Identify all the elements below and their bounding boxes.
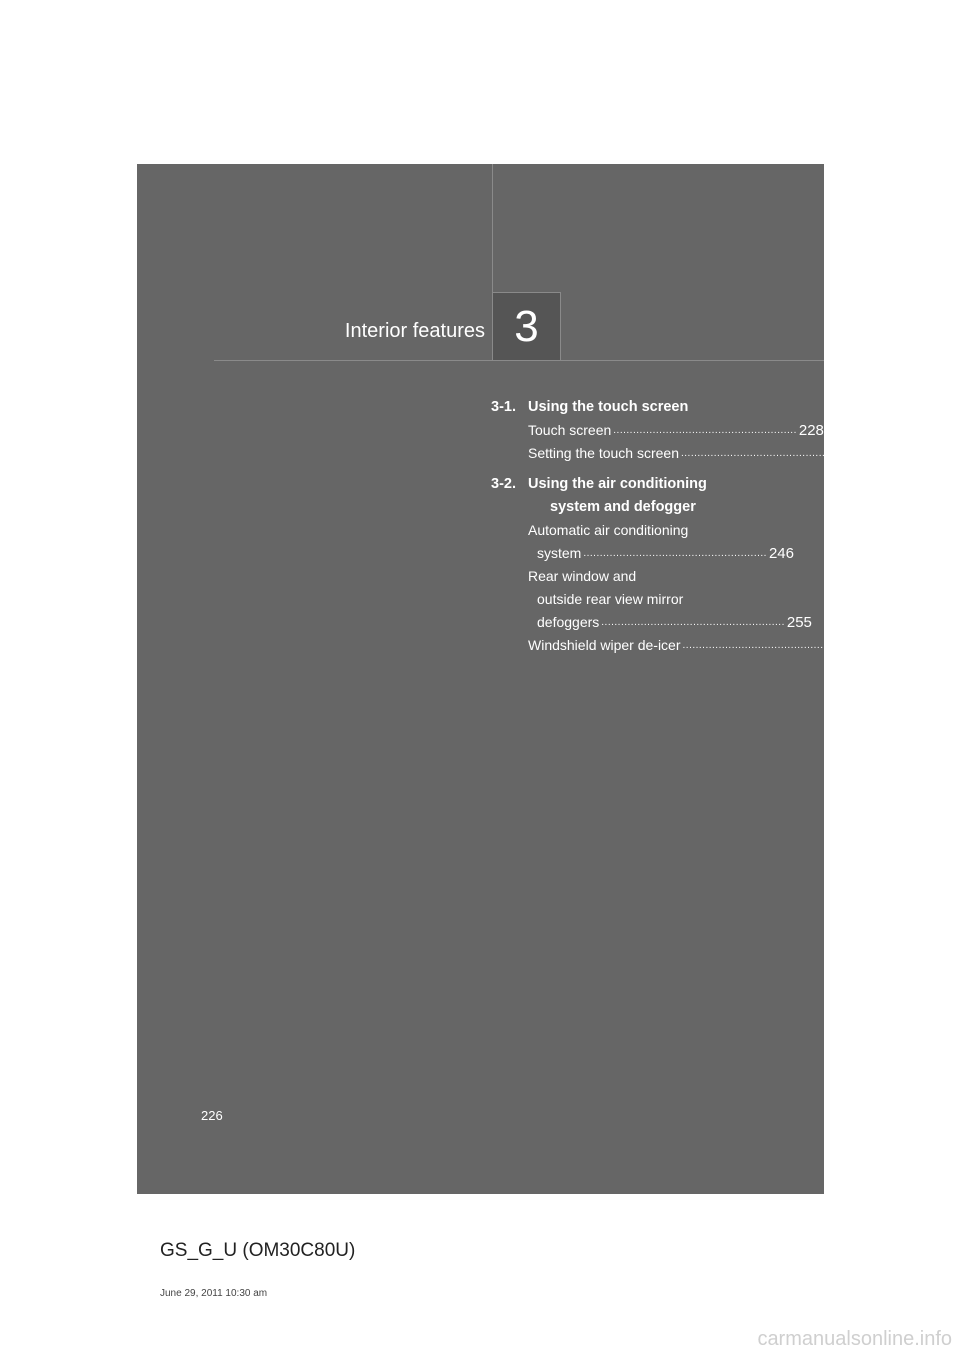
entry-title-line: Rear window and — [528, 568, 637, 584]
entry-title: Windshield wiper de-icer — [528, 637, 681, 653]
leader-dots: ........................................................ — [613, 425, 797, 436]
entry-title-line: Automatic air conditioning — [528, 522, 689, 538]
entry-title: system — [537, 545, 582, 561]
document-code: GS_G_U (OM30C80U) — [160, 1240, 356, 1261]
chapter-title: Interior features — [344, 320, 485, 342]
section-title: Using the air conditioning — [528, 476, 707, 492]
toc-entry[interactable] — [491, 565, 812, 634]
page-number: 226 — [201, 1108, 223, 1123]
toc-section-heading[interactable] — [491, 473, 741, 519]
table-of-contents — [491, 396, 894, 665]
leader-dots: ........................................................ — [682, 640, 867, 651]
toc-entry[interactable] — [491, 442, 892, 465]
entry-title: Setting the touch screen — [528, 445, 679, 461]
entry-title: defoggers — [537, 614, 600, 630]
watermark: carmanualsonline.info — [757, 1328, 952, 1350]
leader-dots: ........................................................ — [583, 548, 767, 559]
section-number: 3-1. — [491, 399, 516, 415]
chapter-number: 3 — [514, 301, 539, 351]
leader-dots: ........................................................ — [681, 448, 865, 459]
entry-title: Touch screen — [528, 422, 612, 438]
toc-entry[interactable] — [491, 634, 894, 657]
toc-section — [491, 473, 894, 657]
section-number: 3-2. — [491, 476, 516, 492]
entry-page: 255 — [786, 614, 812, 631]
entry-page: 246 — [768, 545, 794, 562]
toc-section — [491, 396, 892, 465]
manual-page — [137, 164, 894, 1194]
leader-dots: ........................................................ — [601, 617, 785, 628]
toc-entry[interactable] — [491, 419, 824, 442]
section-title: Using the touch screen — [528, 399, 689, 415]
section-title-continued: system and defogger — [550, 499, 696, 515]
entry-page: 256 — [868, 637, 894, 654]
toc-section-heading[interactable] — [491, 396, 741, 419]
entry-page: 235 — [866, 445, 892, 462]
toc-entry[interactable] — [491, 519, 794, 565]
entry-title-line: outside rear view mirror — [537, 591, 684, 607]
document-date: June 29, 2011 10:30 am — [160, 1288, 268, 1299]
entry-page: 228 — [798, 422, 824, 439]
chapter-number-box — [492, 292, 561, 361]
